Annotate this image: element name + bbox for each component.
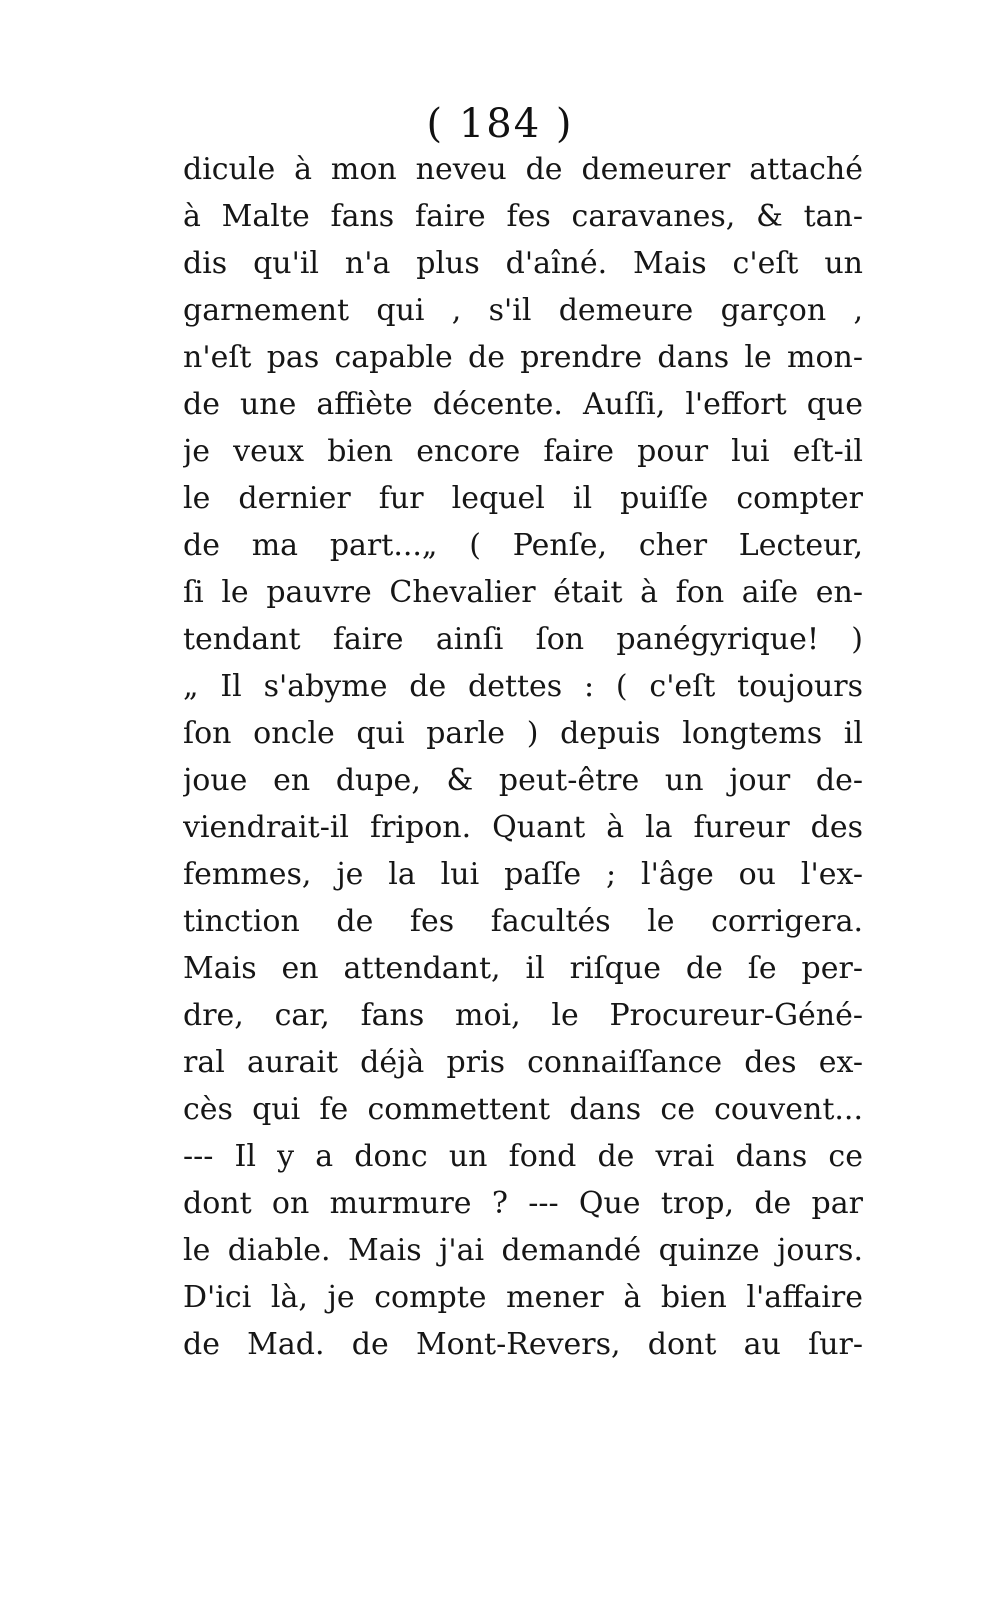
text-line: Mais en attendant, il riſque de ſe per-	[183, 951, 863, 986]
text-line: de une affiète décente. Auſſi, l'effort que	[183, 387, 863, 422]
text-line: à Malte fans faire fes caravanes, & tan-	[183, 199, 863, 234]
text-line: cès qui fe commettent dans ce couvent...	[183, 1092, 863, 1127]
text-line: de Mad. de Mont-Revers, dont au ſur-	[183, 1327, 863, 1362]
text-line: dre, car, fans moi, le Procureur-Géné-	[183, 998, 863, 1033]
text-line: garnement qui , s'il demeure garçon ,	[183, 293, 863, 328]
text-line: tinction de fes facultés le corrigera.	[183, 904, 863, 939]
text-line: dis qu'il n'a plus d'aîné. Mais c'eſt un	[183, 246, 863, 281]
text-line: ſi le pauvre Chevalier était à fon aiſe en-	[183, 575, 863, 610]
text-line: je veux bien encore faire pour lui eſt-il	[183, 434, 863, 469]
text-line: tendant faire ainſi ſon panégyrique! )	[183, 622, 863, 657]
text-line: femmes, je la lui paſſe ; l'âge ou l'ex-	[183, 857, 863, 892]
text-line: viendrait-il fripon. Quant à la fureur des	[183, 810, 863, 845]
text-line: --- Il y a donc un fond de vrai dans ce	[183, 1139, 863, 1174]
body-text	[183, 146, 863, 1368]
text-line: de ma part...„ ( Penſe, cher Lecteur,	[183, 528, 863, 563]
text-line: „ Il s'abyme de dettes : ( c'eſt toujours	[183, 669, 863, 704]
text-line: ral aurait déjà pris connaiſſance des ex-	[183, 1045, 863, 1080]
text-line: D'ici là, je compte mener à bien l'affaire	[183, 1280, 863, 1315]
text-line: le dernier fur lequel il puiſſe compter	[183, 481, 863, 516]
text-line: dicule à mon neveu de demeurer attaché	[183, 152, 863, 187]
page-number-header: ( 184 )	[426, 101, 574, 147]
text-line: n'eſt pas capable de prendre dans le mon-	[183, 340, 863, 375]
text-line: dont on murmure ? --- Que trop, de par	[183, 1186, 863, 1221]
text-line: joue en dupe, & peut-être un jour de-	[183, 763, 863, 798]
text-line: le diable. Mais j'ai demandé quinze jours.	[183, 1233, 863, 1268]
text-line: ſon oncle qui parle ) depuis longtems il	[183, 716, 863, 751]
